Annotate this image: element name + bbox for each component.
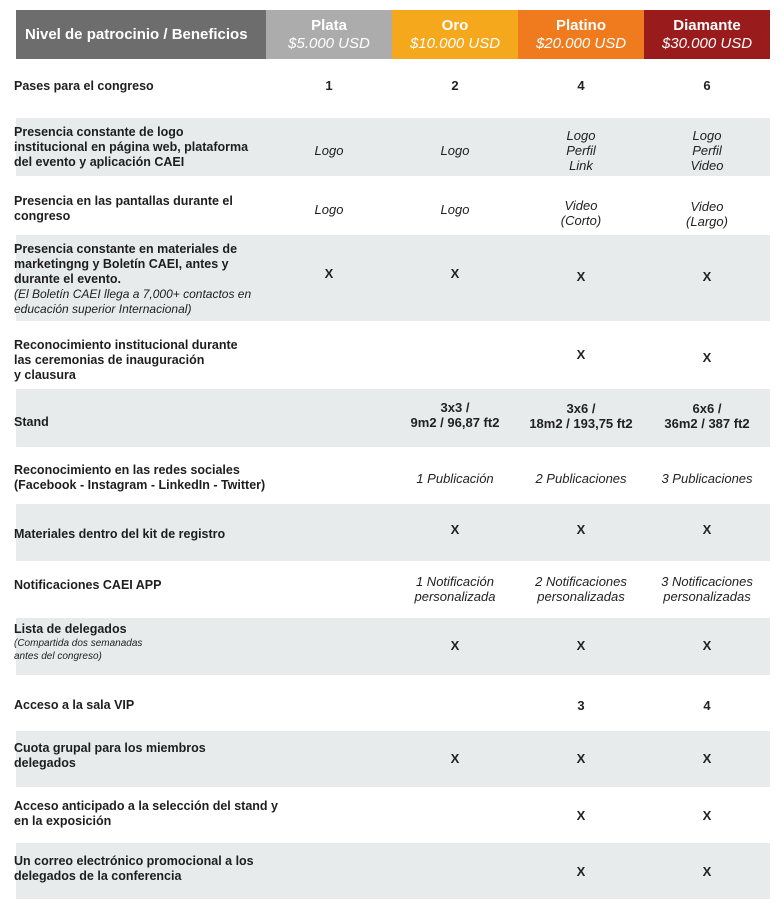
benefit-value-line: Link	[569, 158, 593, 173]
benefit-value-line: 1 Publicación	[416, 471, 494, 486]
benefit-value-diamante	[644, 522, 770, 537]
benefit-label-line: delegados de la conferencia	[14, 869, 182, 883]
benefit-value-line: X	[702, 808, 712, 823]
header-tier-plata	[266, 10, 392, 59]
benefit-value-oro	[392, 266, 518, 281]
benefit-label-line: Notificaciones CAEI APP	[14, 578, 162, 592]
benefit-label-line: durante el evento.	[14, 272, 121, 286]
benefit-value-line: X	[324, 266, 334, 281]
header-tier-oro	[392, 10, 518, 59]
benefit-value-line: Logo	[314, 143, 344, 158]
benefit-value-platino	[518, 198, 644, 228]
benefit-value-line: 3x6 /	[566, 401, 596, 416]
benefit-value-platino	[518, 698, 644, 713]
benefit-label-line: Materiales dentro del kit de registro	[14, 527, 226, 541]
benefit-note: educación superior Internacional)	[14, 302, 192, 316]
benefit-value-line: Video	[690, 199, 724, 214]
header-tier-platino	[518, 10, 644, 59]
benefit-value-diamante	[644, 350, 770, 365]
benefit-value-line: X	[702, 638, 712, 653]
benefit-label-line: las ceremonias de inauguración	[14, 353, 205, 367]
benefit-label-line: delegados	[14, 756, 76, 770]
benefit-note: antes del congreso)	[14, 651, 102, 662]
benefit-label-line: institucional en página web, plataforma	[14, 140, 249, 154]
tier-name: Plata	[311, 16, 347, 34]
benefit-label-line: Presencia constante de logo	[14, 125, 184, 139]
tier-name: Diamante	[673, 16, 741, 34]
benefit-value-diamante	[644, 864, 770, 879]
benefit-value-diamante	[644, 751, 770, 766]
benefit-value-line: X	[576, 522, 586, 537]
benefit-value-diamante	[644, 808, 770, 823]
benefit-value-diamante	[644, 199, 770, 229]
benefit-value-line: Logo	[314, 202, 344, 217]
benefit-value-line: X	[702, 864, 712, 879]
benefit-value-line: 18m2 / 193,75 ft2	[529, 416, 633, 431]
benefit-value-line: X	[450, 522, 460, 537]
benefit-value-line: 3x3 /	[440, 400, 470, 415]
benefit-value-line: 4	[703, 698, 711, 713]
benefit-label-line: y clausura	[14, 368, 76, 382]
benefit-value-line: X	[576, 638, 586, 653]
benefit-label-line: del evento y aplicación CAEI	[14, 155, 185, 169]
benefit-note: (Compartida dos semanadas	[14, 638, 143, 649]
benefit-value-line: personalizadas	[663, 589, 751, 604]
benefit-value-oro	[392, 202, 518, 217]
tier-price: $30.000 USD	[661, 34, 753, 52]
benefit-label-line: en la exposición	[14, 814, 112, 828]
benefit-label-line: marketingng y Boletín CAEI, antes y	[14, 257, 229, 271]
benefit-value-line: 3	[577, 698, 585, 713]
tier-price: $5.000 USD	[288, 34, 370, 52]
benefit-value-oro	[392, 638, 518, 653]
benefit-label-line: Stand	[14, 415, 49, 429]
benefit-value-line: 9m2 / 96,87 ft2	[410, 415, 500, 430]
benefit-label-line: congreso	[14, 209, 71, 223]
tier-price: $20.000 USD	[535, 34, 627, 52]
benefit-value-oro	[392, 78, 518, 93]
benefit-value-line: 6	[703, 78, 711, 93]
benefit-value-oro	[392, 522, 518, 537]
benefit-value-platino	[518, 638, 644, 653]
benefit-value-line: X	[576, 808, 586, 823]
benefit-value-oro	[392, 574, 518, 604]
benefit-value-line: 3 Publicaciones	[661, 471, 753, 486]
benefit-value-line: 1	[325, 78, 333, 93]
benefit-value-line: 1 Notificación	[415, 574, 495, 589]
benefit-value-line: X	[576, 269, 586, 284]
benefit-label	[14, 622, 142, 663]
benefit-label-line: Acceso anticipado a la selección del stand y	[14, 799, 278, 813]
benefit-value-line: Logo	[440, 143, 470, 158]
benefit-label-line: Presencia constante en materiales de	[14, 242, 238, 256]
benefit-value-line: X	[702, 522, 712, 537]
benefit-value-line: Video	[690, 158, 724, 173]
benefit-value-line: 36m2 / 387 ft2	[664, 416, 750, 431]
benefit-value-line: X	[576, 347, 586, 362]
benefit-value-line: 2 Notificaciones	[535, 574, 627, 589]
benefit-value-line: Video	[564, 198, 598, 213]
benefit-value-diamante	[644, 78, 770, 93]
benefit-label-line: Acceso a la sala VIP	[14, 698, 135, 712]
benefit-value-diamante	[644, 638, 770, 653]
benefit-label-line: Un correo electrónico promocional a los	[14, 854, 254, 868]
benefit-label-line: Reconocimiento en las redes sociales	[14, 463, 240, 477]
tier-name: Platino	[555, 16, 606, 34]
benefit-value-line: X	[702, 269, 712, 284]
benefit-label	[14, 527, 225, 542]
benefit-label-line: Reconocimiento institucional durante	[14, 338, 238, 352]
benefit-value-line: Perfil	[692, 143, 722, 158]
benefit-value-line: Perfil	[566, 143, 596, 158]
benefit-value-line: Logo	[440, 202, 470, 217]
benefit-value-diamante	[644, 269, 770, 284]
benefit-label-line: Lista de delegados	[14, 622, 127, 636]
benefit-label-line: Presencia en las pantallas durante el	[14, 194, 233, 208]
benefit-value-diamante	[644, 698, 770, 713]
benefit-value-platino	[518, 864, 644, 879]
benefit-value-plata	[266, 143, 392, 158]
benefit-value-line: X	[576, 751, 586, 766]
tier-price: $10.000 USD	[409, 34, 501, 52]
benefit-value-platino	[518, 269, 644, 284]
table-header	[16, 10, 770, 59]
benefit-label-line: Pases para el congreso	[14, 79, 154, 93]
benefit-value-line: (Corto)	[560, 213, 602, 228]
benefit-label-line: Cuota grupal para los miembros	[14, 741, 206, 755]
tier-name: Oro	[441, 16, 469, 34]
benefit-value-platino	[518, 347, 644, 362]
benefit-label	[14, 338, 238, 383]
benefit-value-oro	[392, 471, 518, 486]
benefit-value-line: 2	[451, 78, 459, 93]
benefit-label	[14, 242, 251, 317]
benefit-value-line: 6x6 /	[692, 401, 722, 416]
benefit-value-line: X	[576, 864, 586, 879]
benefit-value-platino	[518, 522, 644, 537]
benefit-label	[14, 79, 154, 94]
benefit-value-line: X	[450, 266, 460, 281]
benefit-value-diamante	[644, 471, 770, 486]
benefit-label	[14, 698, 134, 713]
benefit-value-platino	[518, 808, 644, 823]
benefit-value-line: X	[702, 350, 712, 365]
benefit-value-platino	[518, 401, 644, 431]
benefit-label	[14, 463, 265, 493]
header-benefits-title: Nivel de patrocinio / Beneficios	[16, 10, 266, 59]
benefit-value-platino	[518, 471, 644, 486]
benefit-label	[14, 415, 49, 430]
benefit-value-line: Logo	[692, 128, 722, 143]
benefit-value-oro	[392, 143, 518, 158]
benefit-label	[14, 741, 206, 771]
benefit-label	[14, 854, 254, 884]
benefit-value-line: 4	[577, 78, 585, 93]
benefit-value-line: (Largo)	[686, 214, 728, 229]
benefit-value-line: X	[450, 751, 460, 766]
benefit-value-diamante	[644, 401, 770, 431]
benefit-value-plata	[266, 78, 392, 93]
benefit-note: (El Boletín CAEI llega a 7,000+ contactos en	[14, 287, 252, 301]
benefit-value-diamante	[644, 128, 770, 173]
benefit-label	[14, 799, 278, 829]
benefit-label	[14, 125, 248, 170]
benefit-value-plata	[266, 266, 392, 281]
benefit-value-plata	[266, 202, 392, 217]
header-tier-diamante	[644, 10, 770, 59]
benefit-value-platino	[518, 78, 644, 93]
benefit-value-platino	[518, 574, 644, 604]
benefit-value-line: personalizadas	[537, 589, 625, 604]
benefit-value-platino	[518, 751, 644, 766]
benefit-value-line: personalizada	[414, 589, 496, 604]
benefit-label	[14, 194, 233, 224]
benefit-value-oro	[392, 400, 518, 430]
benefit-value-line: Logo	[566, 128, 596, 143]
benefit-value-line: X	[702, 751, 712, 766]
benefit-label-line: (Facebook - Instagram - LinkedIn - Twitter)	[14, 478, 266, 492]
benefit-value-platino	[518, 128, 644, 173]
benefit-value-line: 3 Notificaciones	[661, 574, 753, 589]
benefit-label	[14, 578, 162, 593]
benefit-value-oro	[392, 751, 518, 766]
benefit-value-line: 2 Publicaciones	[535, 471, 627, 486]
benefit-value-line: X	[450, 638, 460, 653]
benefit-value-diamante	[644, 574, 770, 604]
